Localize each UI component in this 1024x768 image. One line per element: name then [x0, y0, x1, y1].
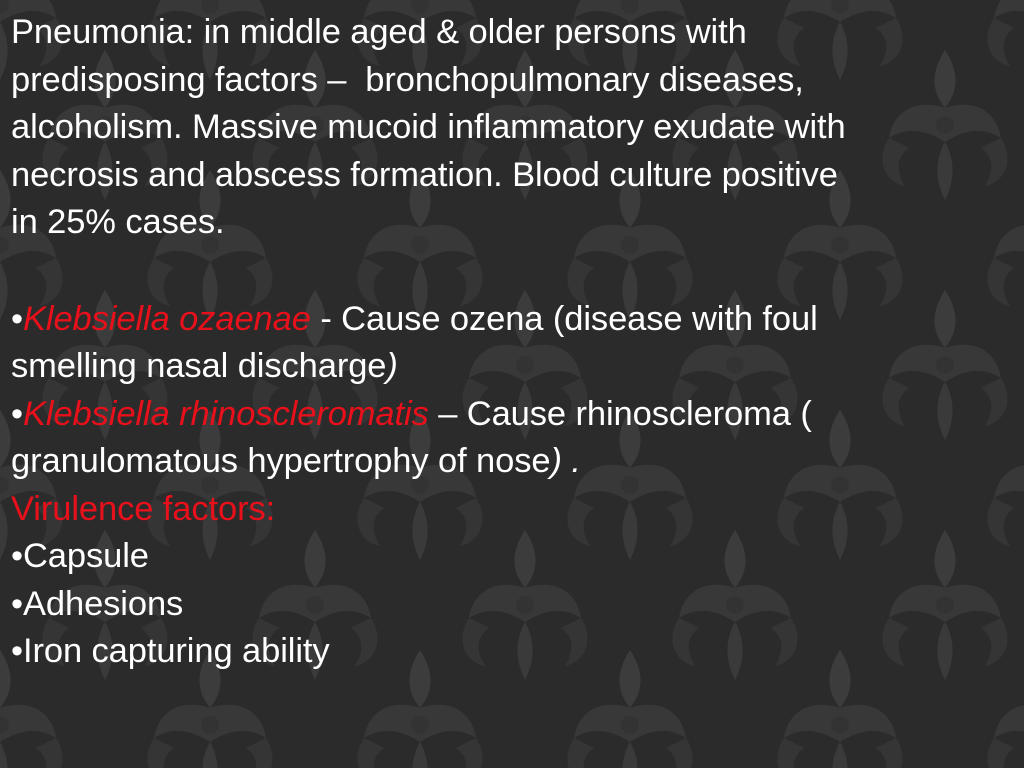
bullet-glyph: • [11, 299, 23, 338]
text-line: in 25% cases. [11, 203, 225, 241]
text-line: alcoholism. Massive mucoid inflammatory exudate with [11, 108, 846, 146]
ozaenae-line-2 [11, 343, 1001, 391]
closing-paren: ) . [550, 442, 581, 480]
text-line: Pneumonia: in middle aged & older persons with [11, 13, 747, 51]
virulence-list [11, 533, 1001, 676]
list-item: •Capsule [11, 537, 149, 575]
list-item: •Iron capturing ability [11, 632, 330, 670]
virulence-heading: Virulence factors: [11, 489, 276, 528]
text-line: predisposing factors – bronchopulmonary diseases, [11, 60, 804, 99]
rhino-line-2 [11, 438, 1001, 486]
pneumonia-paragraph [11, 9, 1001, 247]
spacer [11, 247, 1001, 296]
rhinoscleromatis-bullet [11, 391, 1001, 486]
ozaenae-description: - Cause ozena (disease with foul [310, 299, 818, 338]
slide-content [11, 9, 1001, 676]
closing-paren: ) [386, 347, 398, 385]
ozaenae-line-1 [11, 296, 1001, 344]
ozaenae-species-name: Klebsiella ozaenae [22, 299, 311, 338]
rhino-species-name: Klebsiella rhinoscleromatis [22, 394, 429, 433]
rhino-line-1 [11, 391, 1001, 439]
list-item: •Adhesions [11, 584, 184, 623]
rhino-description: – Cause rhinoscleroma ( [428, 394, 812, 433]
text-line: necrosis and abscess formation. Blood culture positive [11, 155, 838, 194]
ozaenae-bullet [11, 296, 1001, 391]
bullet-glyph: • [11, 394, 23, 433]
ozaenae-description-cont: smelling nasal discharge [11, 347, 387, 385]
rhino-description-cont: granulomatous hypertrophy of nose [11, 442, 551, 480]
